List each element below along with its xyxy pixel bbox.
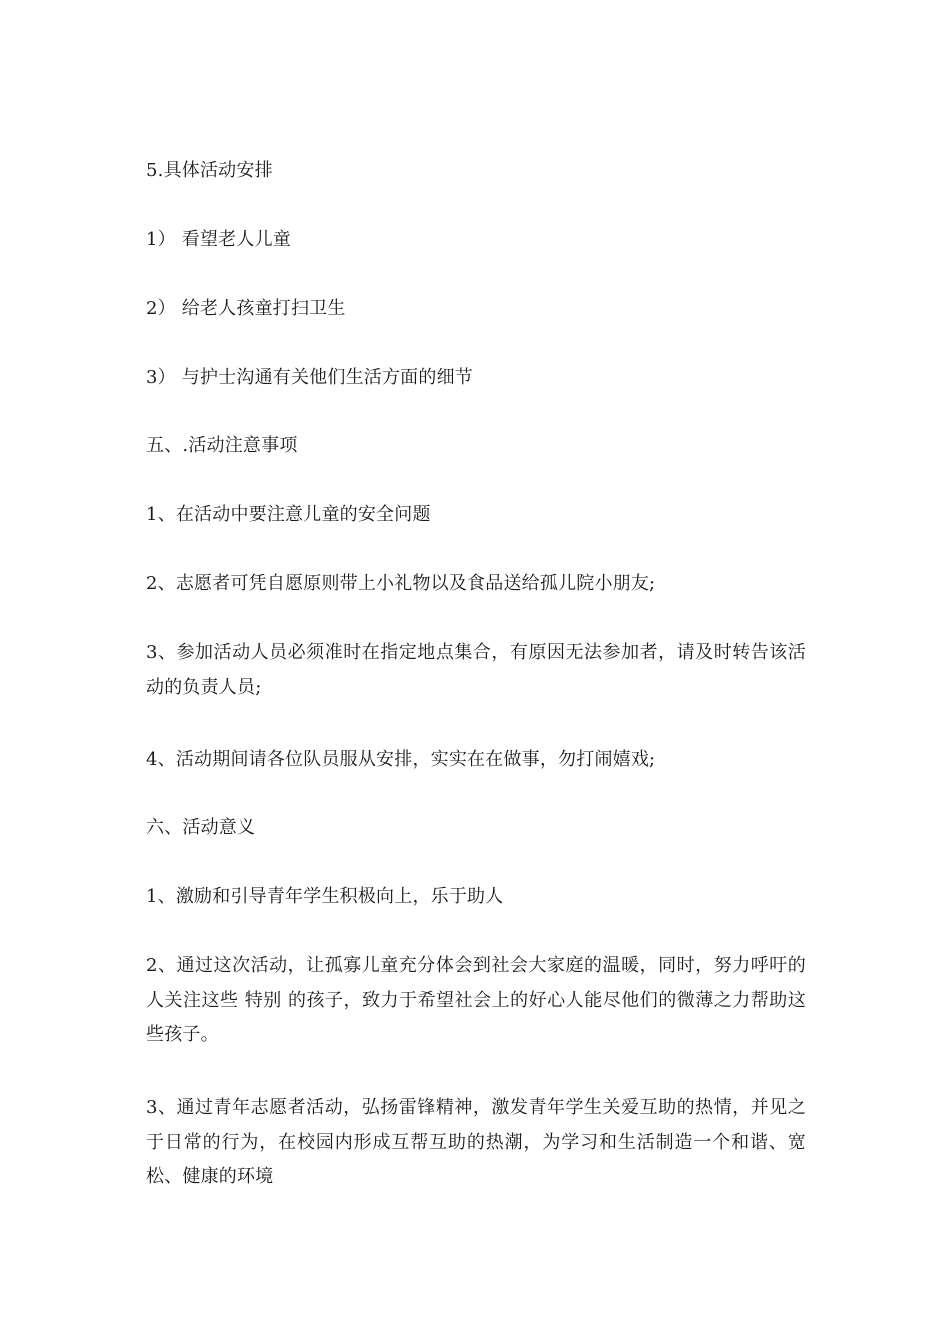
list-item: 1） 看望老人儿童: [146, 229, 291, 250]
list-item: 3） 与护士沟通有关他们生活方面的细节: [146, 367, 473, 388]
section-heading-significance: 六、活动意义: [146, 817, 256, 838]
section-heading-precautions: 五、.活动注意事项: [146, 435, 298, 456]
list-item: 2、通过这次活动，让孤寡儿童充分体会到社会大家庭的温暖，同时，努力呼吁的人关注这些 特别 的孩子，致力于希望社会上的好心人能尽他们的微薄之力帮助这些孩子。: [146, 955, 806, 1045]
list-item: 1、在活动中要注意儿童的安全问题: [146, 504, 431, 525]
list-item: 1、激励和引导青年学生积极向上，乐于助人: [146, 886, 504, 907]
list-item: 2、志愿者可凭自愿原则带上小礼物以及食品送给孤儿院小朋友;: [146, 573, 656, 594]
list-item: 3、通过青年志愿者活动，弘扬雷锋精神，激发青年学生关爱互助的热情，并见之于日常的行为，在校园内形成互帮互助的热潮，为学习和生活制造一个和谐、宽松、健康的环境: [146, 1097, 806, 1187]
list-item: 3、参加活动人员必须准时在指定地点集合，有原因无法参加者，请及时转告该活动的负责人员;: [146, 642, 806, 698]
list-item: 2） 给老人孩童打扫卫生: [146, 298, 346, 319]
section-heading-activity-arrangement: 5.具体活动安排: [146, 160, 273, 181]
list-item: 4、活动期间请各位队员服从安排，实实在在做事，勿打闹嬉戏;: [146, 749, 656, 770]
